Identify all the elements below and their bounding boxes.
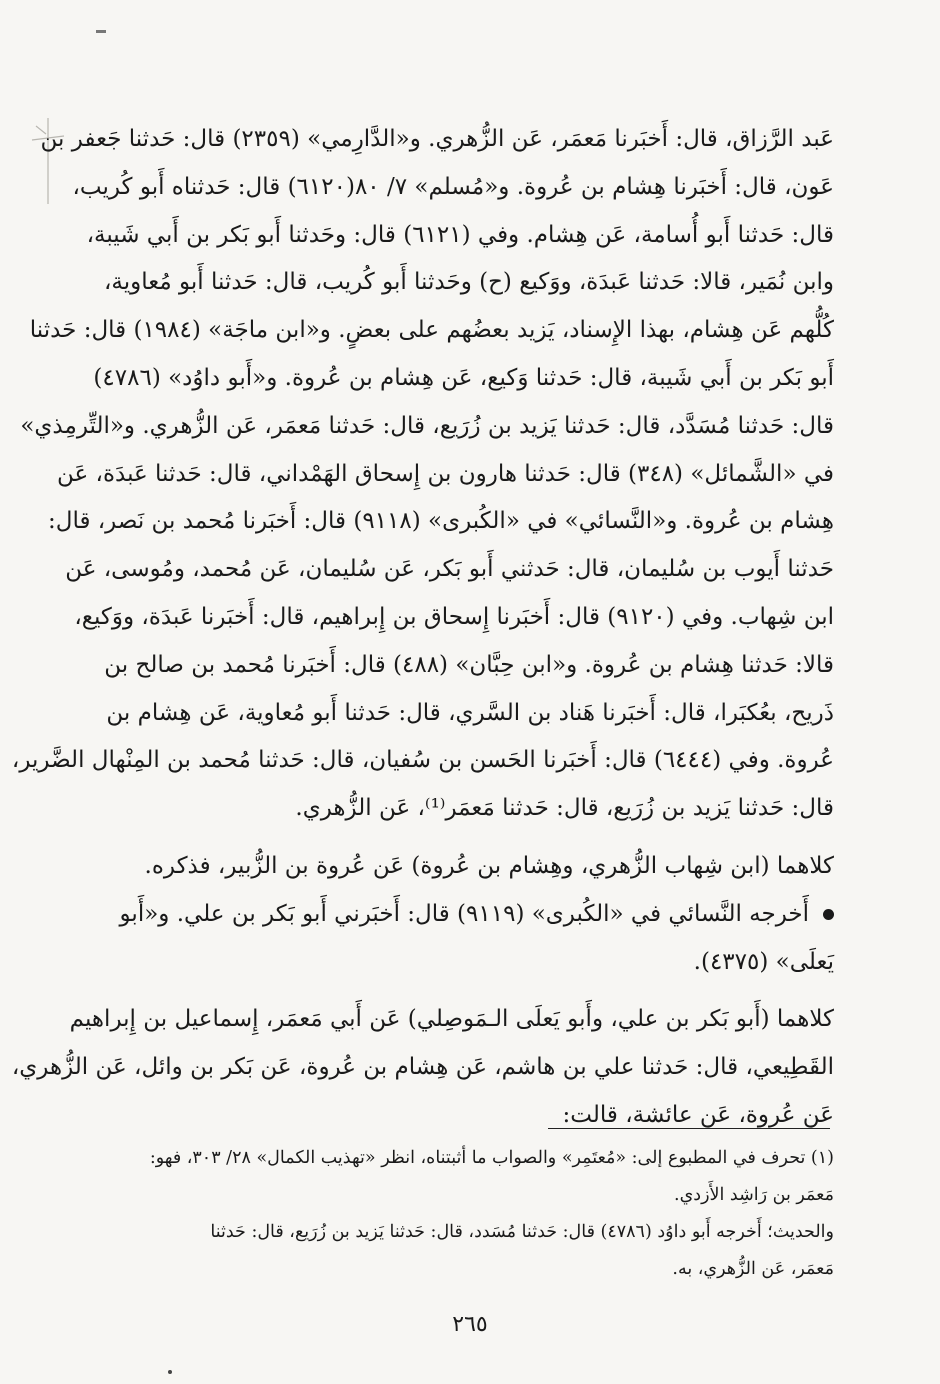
text-line: كلاهما (أَبو بَكر بن علي، وأَبو يَعلَى الـمَوصِلي) عَن أَبي مَعمَر، إِسماعيل بن إِبراهيم: [69, 1006, 834, 1033]
text-line: وابن نُمَير، قالا: حَدثنا عَبدَة، ووَكيع (ح) وحَدثنا أَبو كُريب، قال: حَدثنا أَبو مُعاوية،: [104, 269, 834, 296]
footnote-line: (١) تحرف في المطبوع إلى: «مُعتَمِر» والصواب ما أثبتناه، انظر «تهذيب الكمال» ٢٨/ ٣٠٣، فهو:: [149, 1148, 834, 1168]
text-line: عُروة. وفي (٦٤٤٤) قال: أَخبَرنا الحَسن بن سُفيان، قال: حَدثنا مُحمد بن المِنْهال الضَّرير،: [11, 747, 834, 774]
page-number: ٢٦٥: [452, 1312, 488, 1337]
bullet-paragraph-line: [104, 891, 834, 939]
text-line: عَن عُروة، عَن عائشة، قالت:: [562, 1101, 834, 1128]
text-line: ذَريح، بعُكبَرا، قال: أَخبَرنا هَناد بن السَّري، قال: حَدثنا أَبو مُعاوية، عَن هِشام بن: [106, 699, 834, 726]
main-text-block: [11, 116, 834, 1140]
text-line: القَطِيعي، قال: حَدثنا علي بن هاشم، عَن هِشام بن عُروة، عَن بَكر بن وائل، عَن الزُّهري،: [11, 1054, 834, 1081]
paragraph-kilahuma-1: كلاهما (ابن شِهاب الزُّهري، وهِشام بن عُروة) عَن عُروة بن الزُّبير، فذكره.: [144, 852, 834, 879]
text-line: هِشام بن عُروة. و«النَّسائي» في «الكُبرى» (٩١١٨) قال: أَخبَرنا مُحمد بن نَصر، قال:: [47, 508, 834, 535]
text-line: يَعلَى» (٤٣٧٥).: [693, 948, 834, 975]
text-line: قالا: حَدثنا هِشام بن عُروة. و«ابن حِبَّان» (٤٨٨) قال: أَخبَرنا مُحمد بن صالح بن: [104, 651, 834, 678]
bullet-text: أَخرجه النَّسائي في «الكُبرى» (٩١١٩) قال: أَخبَرني أَبو بَكر بن علي. و«أَبو: [119, 900, 809, 927]
text-line: حَدثنا أَيوب بن سُليمان، قال: حَدثني أَبو بَكر، عَن سُليمان، عَن مُحمد، ومُوسى، عَن: [65, 556, 834, 583]
bullet-icon: [823, 909, 834, 920]
scan-speck: [168, 1370, 172, 1374]
footnote-line: والحديث؛ أَخرجه أَبو داوُد (٤٧٨٦) قال: حَدثنا مُسَدد، قال: حَدثنا يَزيد بن زُرَيع، قال: حَدثنا: [210, 1222, 834, 1242]
text-line: قال: حَدثنا أَبو أُسامة، عَن هِشام. وفي (٦١٢١) قال: وحَدثنا أَبو بَكر بن أَبي شَيبة،: [86, 221, 834, 248]
text-line: عَون، قال: أَخبَرنا هِشام بن عُروة. و«مُسلم» ٧/ ٨٠(٦١٢٠) قال: حَدثناه أَبو كُريب،: [72, 173, 834, 200]
top-scan-mark: [96, 30, 106, 33]
footnote-line: مَعمَر بن رَاشِد الأَزدي.: [674, 1185, 834, 1205]
footnote-separator: [548, 1128, 830, 1129]
text-line: في «الشَّمائل» (٣٤٨) قال: حَدثنا هارون بن إِسحاق الهَمْداني، قال: حَدثنا عَبدَة، عَن: [56, 460, 834, 487]
text-line: قال: حَدثنا يَزيد بن زُرَيع، قال: حَدثنا مَعمَر⁽¹⁾، عَن الزُّهري.: [295, 795, 834, 822]
footnote-line: مَعمَر، عَن الزُّهري، به.: [672, 1259, 834, 1279]
text-line: قال: حَدثنا مُسَدَّد، قال: حَدثنا يَزيد بن زُرَيع، قال: حَدثنا مَعمَر، عَن الزُّهري. و«التِّرمِذي»: [20, 412, 834, 439]
text-line: عَبد الرَّزاق، قال: أَخبَرنا مَعمَر، عَن الزُّهري. و«الدَّارِمي» (٢٣٥٩) قال: حَدثنا جَعفر بن: [40, 126, 834, 152]
text-line: ابن شِهاب. وفي (٩١٢٠) قال: أَخبَرنا إِسحاق بن إِبراهيم، قال: أَخبَرنا عَبدَة، ووَكيع،: [74, 603, 834, 630]
footnotes-block: [104, 1140, 834, 1288]
text-line: كُلُّهم عَن هِشام، بهذا الإِسناد، يَزيد بعضُهم على بعضٍ. و«ابن ماجَة» (١٩٨٤) قال: حَدثنا: [29, 317, 834, 344]
text-line: أَبو بَكر بن أَبي شَيبة، قال: حَدثنا وَكيع، عَن هِشام بن عُروة. و«أَبو داوُد» (٤٧٨٦): [93, 364, 834, 391]
